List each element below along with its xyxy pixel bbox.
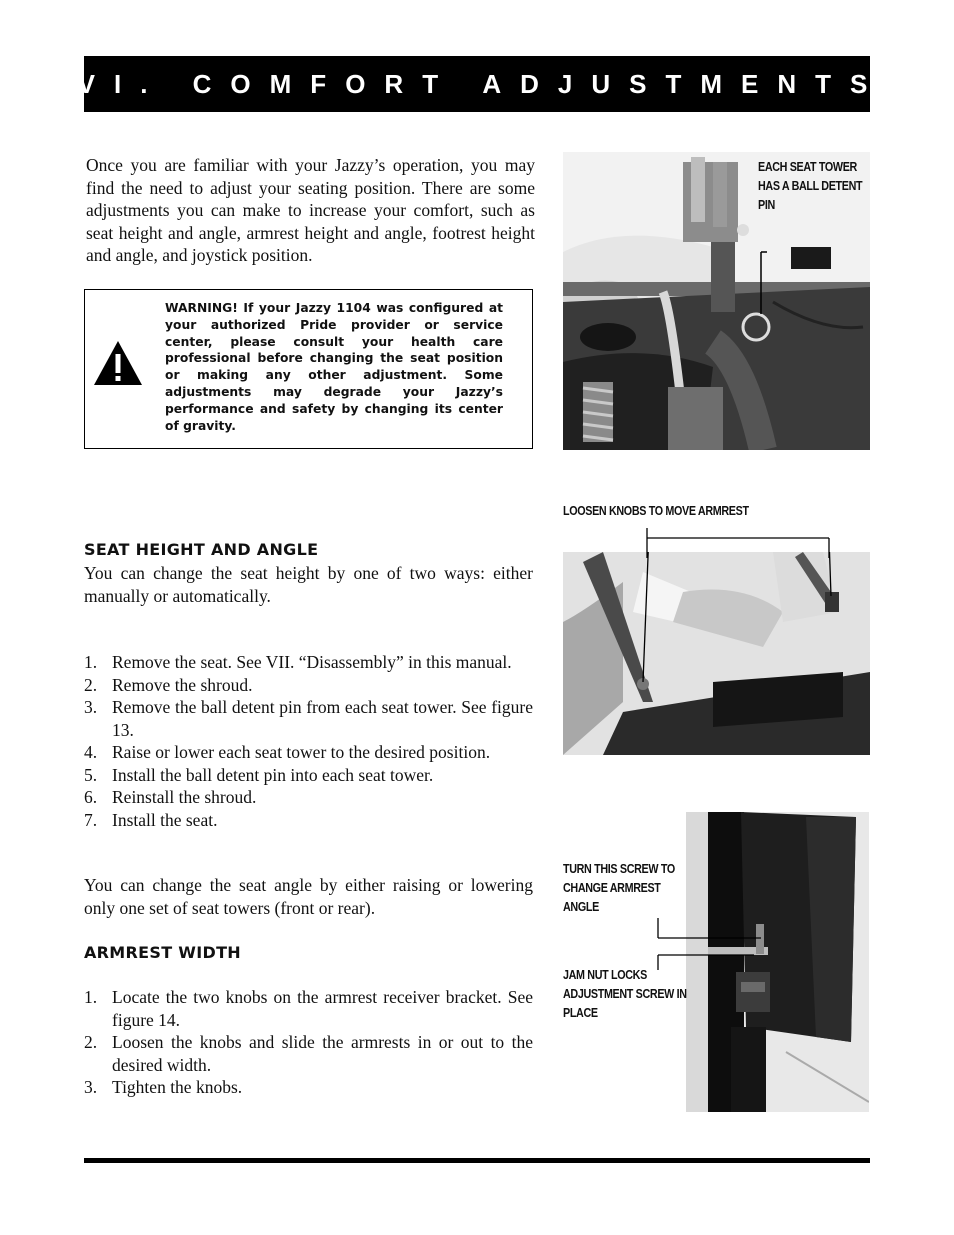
- seat-angle-paragraph: You can change the seat angle by either raising or lowering only one set of seat towers (front or rear).: [84, 875, 533, 918]
- section-title: VI. COMFORT ADJUSTMENTS: [77, 68, 887, 99]
- armrest-width-steps: [84, 986, 533, 1099]
- armrest-knobs-caption: LOOSEN KNOBS TO MOVE ARMREST: [563, 504, 749, 518]
- seat-height-heading: SEAT HEIGHT AND ANGLE: [84, 540, 319, 559]
- seat-height-intro: You can change the seat height by one of two ways: either manually or automatically.: [84, 563, 533, 606]
- warning-text: WARNING! If your Jazzy 1104 was configured at your authorized Pride provider or service center, please consult your health care professional before changing the seat position or making any other adjustment. Some adjustments may degrade your Jazzy’s performance and safety by changing its center of gravity.: [165, 301, 503, 433]
- armrest-bracket-photo: [563, 552, 870, 755]
- jam-nut-caption: JAM NUT LOCKS ADJUSTMENT SCREW IN PLACE: [563, 968, 687, 1020]
- list-item: 2. Loosen the knobs and slide the armrests in or out to the desired width.: [84, 1032, 533, 1075]
- list-item: 1. Locate the two knobs on the armrest receiver bracket. See figure 14.: [84, 987, 533, 1030]
- list-item: 7. Install the seat.: [84, 809, 218, 830]
- list-item: 2. Remove the shroud.: [84, 674, 253, 695]
- warning-triangle-icon: [93, 340, 143, 386]
- list-item: 3. Remove the ball detent pin from each seat tower. See figure 13.: [84, 697, 533, 740]
- intro-paragraph: Once you are familiar with your Jazzy’s operation, you may find the need to adjust your seating position. There are some adjustments you can make to increase your comfort, such as seat height and angle, armrest height and angle, footrest height and angle, and joystick position.: [86, 155, 535, 265]
- list-item: 6. Reinstall the shroud.: [84, 787, 257, 807]
- list-item: 3. Tighten the knobs.: [84, 1077, 243, 1097]
- angle-screw-caption: TURN THIS SCREW TO CHANGE ARMREST ANGLE: [563, 862, 675, 914]
- seat-height-steps: [84, 651, 533, 831]
- warning-box: [84, 289, 533, 449]
- list-item: 5. Install the ball detent pin into each seat tower.: [84, 764, 434, 785]
- armrest-leader-lines: [563, 528, 870, 558]
- footer-rule: [84, 1158, 870, 1163]
- section-header: [77, 56, 887, 112]
- seat-tower-caption: EACH SEAT TOWER HAS A BALL DETENT PIN: [758, 160, 863, 212]
- list-item: 4. Raise or lower each seat tower to the desired position.: [84, 742, 491, 762]
- armrest-width-heading: ARMREST WIDTH: [84, 943, 241, 962]
- list-item: 1. Remove the seat. See VII. “Disassembly” in this manual.: [84, 652, 512, 672]
